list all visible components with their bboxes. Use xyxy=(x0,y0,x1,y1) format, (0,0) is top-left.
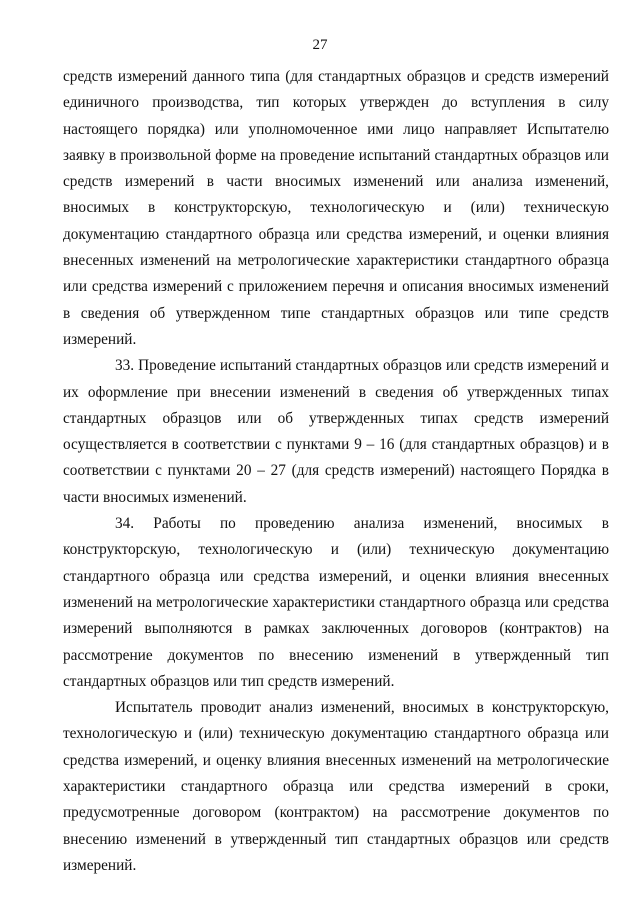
document-body xyxy=(63,64,609,879)
paragraph-item-34-continuation: Испытатель проводит анализ изменений, вносимых в конструкторскую, технологическую и (или) техническую документацию стандартного образца или средства измерений, и оценку влияния внесенных изменений на метрологические характеристики стандартного образца или средства измерений в сроки, предусмотренные договором (контрактом) на рассмотрение документов по внесению изменений в утвержденный тип стандартных образцов или средств измерений. xyxy=(63,699,609,874)
paragraph-continuation: средств измерений данного типа (для стандартных образцов и средств измерений единичного производства, тип которых утвержден до вступления в силу настоящего порядка) или уполномоченное ими лицо направляет Испытателю заявку в произвольной форме на проведение испытаний стандартных образцов или средств измерений в части вносимых изменений или анализа изменений, вносимых в конструкторскую, технологическую и (или) техническую документацию стандартного образца или средства измерений, и оценки влияния внесенных изменений на метрологические характеристики стандартного образца или средства измерений с приложением перечня и описания вносимых изменений в сведения об утвержденном типе стандартных образцов или типе средств измерений. xyxy=(63,68,609,348)
paragraph-item-33: 33. Проведение испытаний стандартных образцов или средств измерений и их оформление при внесении изменений в сведения об утвержденных типах стандартных образцов или об утвержденных типах средств измерений осуществляется в соответствии с пунктами 9 – 16 (для стандартных образцов) и в соответствии с пунктами 20 – 27 (для средств измерений) настоящего Порядка в части вносимых изменений. xyxy=(63,357,609,506)
paragraph-item-34: 34. Работы по проведению анализа изменений, вносимых в конструкторскую, технологическую и (или) техническую документацию стандартного образца или средства измерений, и оценки влияния внесенных изменений на метрологические характеристики стандартного образца или средства измерений выполняются в рамках заключенных договоров (контрактов) на рассмотрение документов по внесению изменений в утвержденный тип стандартных образцов или тип средств измерений. xyxy=(63,515,609,690)
page-number: 27 xyxy=(312,37,328,53)
